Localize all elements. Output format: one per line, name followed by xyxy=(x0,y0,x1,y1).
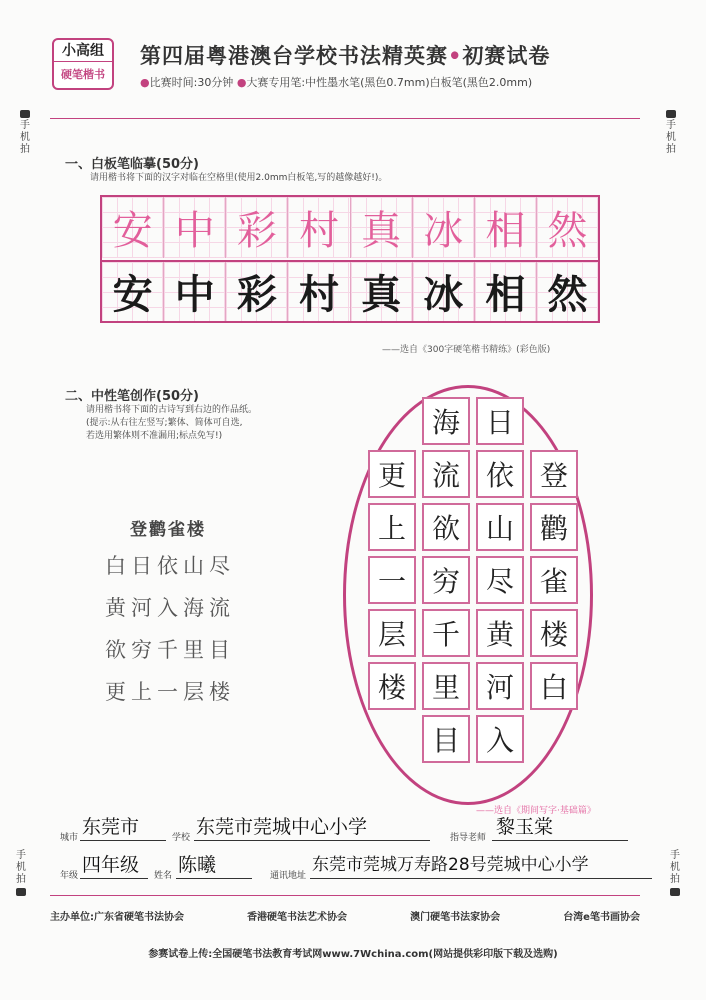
copy-cell: 中 xyxy=(164,262,226,321)
address-underline xyxy=(310,878,652,879)
organizer: 台湾e笔书画协会 xyxy=(563,912,640,923)
group-sub-label: 硬笔楷书 xyxy=(61,68,105,81)
organizers xyxy=(50,908,640,923)
copy-cell: 然 xyxy=(537,262,598,321)
phone-note-top-left: 手机拍 xyxy=(18,108,32,156)
work-cell: 白 xyxy=(530,662,578,710)
organizer: 香港硬笔书法艺术协会 xyxy=(247,912,348,923)
section1-source: ——选自《300字硬笔楷书精练》(彩色版) xyxy=(382,345,551,355)
grade-value: 四年级 xyxy=(82,854,140,876)
copy-row xyxy=(102,260,598,321)
section2-instruction: 请用楷书将下面的古诗写到右边的作品纸。 (提示:从右往左竖写;繁体、简体可自选, 若选用繁体则不准漏用;标点免写!) xyxy=(86,405,258,441)
teacher-value: 黎玉棠 xyxy=(496,816,554,838)
section2-title: 二、中性笔创作(50分) xyxy=(65,389,199,404)
exam-info: ●比赛时间:30分钟 ●大赛专用笔:中性墨水笔(黑色0.7mm)白板笔(黑色2.0mm) xyxy=(140,76,533,89)
pen-spec: 大赛专用笔:中性墨水笔(黑色0.7mm)白板笔(黑色2.0mm) xyxy=(246,76,533,89)
work-cell: 目 xyxy=(422,715,470,763)
work-cell: 楼 xyxy=(530,609,578,657)
address-value: 东莞市莞城万寿路28号莞城中心小学 xyxy=(312,855,589,875)
work-cell: 依 xyxy=(476,450,524,498)
model-cell: 真 xyxy=(351,197,413,258)
camera-icon xyxy=(670,888,680,896)
copy-cell: 真 xyxy=(351,262,413,321)
copy-cell: 相 xyxy=(475,262,537,321)
model-cell: 冰 xyxy=(413,197,475,258)
work-cell: 黄 xyxy=(476,609,524,657)
name-value: 陈曦 xyxy=(178,854,217,876)
model-cell: 村 xyxy=(288,197,350,258)
grade-underline xyxy=(80,878,148,879)
copy-cell: 冰 xyxy=(413,262,475,321)
teacher-underline xyxy=(492,840,628,841)
poem-title: 登鹳雀楼 xyxy=(130,520,206,540)
city-label: 城市 xyxy=(60,833,79,843)
work-cell: 入 xyxy=(476,715,524,763)
camera-icon xyxy=(16,888,26,896)
phone-note-top-right: 手机拍 xyxy=(664,108,678,156)
header-divider xyxy=(50,118,640,119)
school-value: 东莞市莞城中心小学 xyxy=(196,816,368,838)
model-cell: 中 xyxy=(164,197,226,258)
page-title: 第四届粤港澳台学校书法精英赛•初赛试卷 xyxy=(140,43,551,68)
teacher-label: 指导老师 xyxy=(450,833,487,843)
model-cell: 相 xyxy=(475,197,537,258)
poem-line: 欲穷千里目 xyxy=(105,638,235,662)
work-cell: 一 xyxy=(368,556,416,604)
copy-cell: 彩 xyxy=(226,262,288,321)
organizer: 澳门硬笔书法家协会 xyxy=(410,912,501,923)
footer-divider xyxy=(50,895,640,896)
work-cell: 登 xyxy=(530,450,578,498)
city-underline xyxy=(80,840,166,841)
work-cell: 里 xyxy=(422,662,470,710)
work-cell: 上 xyxy=(368,503,416,551)
work-cell: 穷 xyxy=(422,556,470,604)
poem-line: 白日依山尽 xyxy=(105,554,235,578)
poem-line: 黄河入海流 xyxy=(105,596,235,620)
grade-label: 年级 xyxy=(60,871,79,881)
group-badge xyxy=(52,38,114,90)
poem-line: 更上一层楼 xyxy=(105,680,235,704)
work-cell: 雀 xyxy=(530,556,578,604)
upload-note: 参赛试卷上传:全国硬笔书法教育考试网www.7Wchina.com(网站提供彩印版下载及选购) xyxy=(148,949,558,960)
model-cell: 彩 xyxy=(226,197,288,258)
work-cell: 流 xyxy=(422,450,470,498)
school-label: 学校 xyxy=(172,833,191,843)
copy-grid xyxy=(100,195,600,323)
address-label: 通讯地址 xyxy=(270,871,307,881)
city-value: 东莞市 xyxy=(82,816,140,838)
work-cell: 更 xyxy=(368,450,416,498)
organizer: 主办单位:广东省硬笔书法协会 xyxy=(50,912,184,923)
school-underline xyxy=(194,840,430,841)
name-label: 姓名 xyxy=(154,871,173,881)
section2-source: ——选自《期间写字·基础篇》 xyxy=(476,806,596,816)
work-cell: 楼 xyxy=(368,662,416,710)
phone-note-bottom-left: 手机拍 xyxy=(14,850,28,898)
work-cell: 欲 xyxy=(422,503,470,551)
name-underline xyxy=(176,878,252,879)
camera-icon xyxy=(666,110,676,118)
work-cell: 日 xyxy=(476,397,524,445)
section1-instruction: 请用楷书将下面的汉字对临在空格里(使用2.0mm白板笔,写的越像越好!)。 xyxy=(90,173,388,183)
exam-time: 比赛时间:30分钟 xyxy=(149,76,234,89)
work-cell: 海 xyxy=(422,397,470,445)
work-cell: 层 xyxy=(368,609,416,657)
section1-title: 一、白板笔临摹(50分) xyxy=(65,157,199,172)
copy-cell: 安 xyxy=(102,262,164,321)
work-cell: 尽 xyxy=(476,556,524,604)
phone-note-bottom-right: 手机拍 xyxy=(668,850,682,898)
work-cell: 河 xyxy=(476,662,524,710)
work-cell: 千 xyxy=(422,609,470,657)
model-cell: 安 xyxy=(102,197,164,258)
work-cell: 山 xyxy=(476,503,524,551)
copy-cell: 村 xyxy=(288,262,350,321)
camera-icon xyxy=(20,110,30,118)
work-cell: 鹳 xyxy=(530,503,578,551)
model-row xyxy=(102,197,598,258)
model-cell: 然 xyxy=(537,197,598,258)
group-label: 小高组 xyxy=(54,40,112,62)
